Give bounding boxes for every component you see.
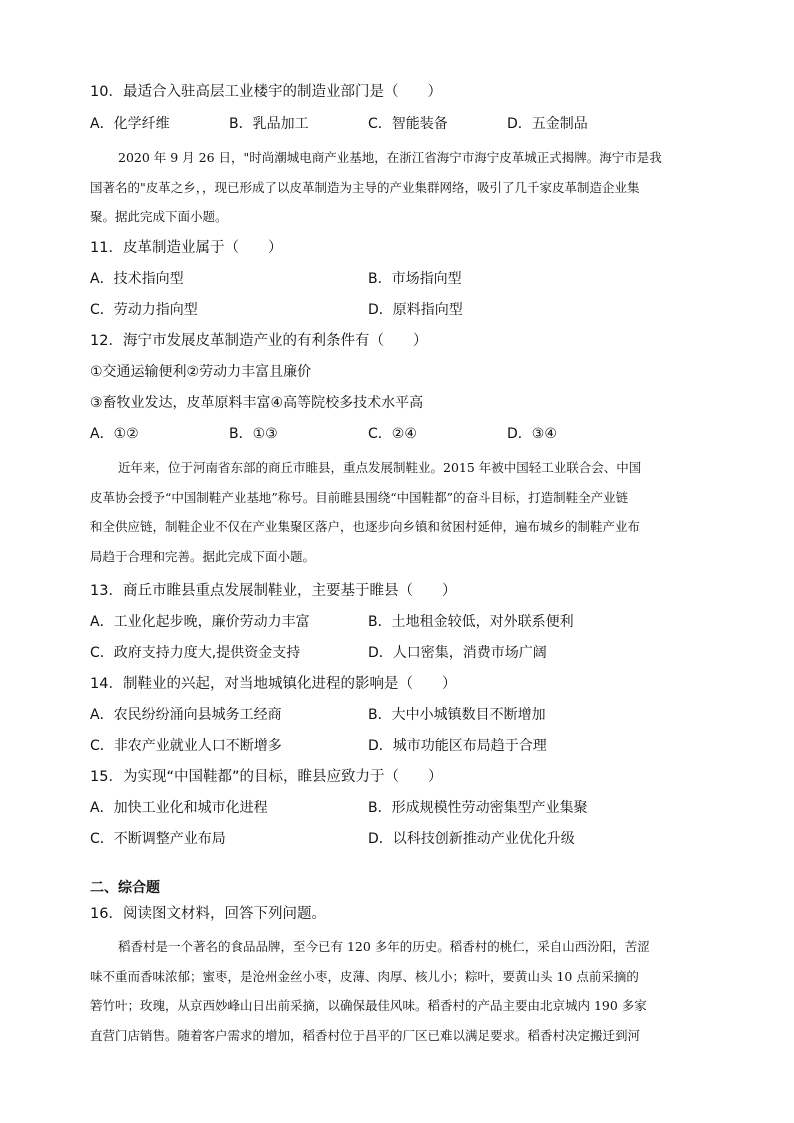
q15-option-d: D．以科技创新推动产业优化升级: [368, 831, 575, 847]
q11-option-d: D．原料指向型: [368, 302, 463, 318]
passage-2-line: 和全供应链，制鞋企业不仅在产业集聚区落户，也逐步向乡镇和贫困村延伸，遍布城乡的制鞋产业布: [90, 519, 641, 534]
q12-stem: 12．海宁市发展皮革制造产业的有利条件有（ ）: [90, 333, 428, 349]
q11-stem: 11．皮革制造业属于（ ）: [90, 240, 283, 256]
q15-stem: 15．为实现“中国鞋都”的目标，睢县应致力于（ ）: [90, 769, 443, 785]
q12-conditions-2: ③畜牧业发达，皮革原料丰富④高等院校多技术水平高: [90, 395, 424, 411]
q12-option-a: A．①②: [90, 426, 139, 442]
q14-option-d: D．城市功能区布局趋于合理: [368, 738, 547, 754]
passage-3-line: 直营门店销售。随着客户需求的增加，稻香村位于昌平的厂区已难以满足要求。稻香村决定搬迁到河: [90, 1027, 641, 1043]
q10-option-a: A．化学纤维: [90, 116, 170, 132]
section-title: 二、综合题: [90, 880, 160, 896]
q11-option-b: B．市场指向型: [368, 271, 462, 287]
passage-1: [90, 143, 716, 232]
q14-option-b: B．大中小城镇数目不断增加: [368, 707, 546, 723]
q14-option-a: A．农民纷纷涌向县城务工经商: [90, 707, 282, 723]
q11-option-c: C．劳动力指向型: [90, 302, 198, 318]
passage-3-line: 味不重而香味浓郁；蜜枣，是沧州金丝小枣，皮薄、肉厚、核儿小；粽叶，要黄山头 10 点前采摘的: [90, 968, 639, 984]
q13-option-c: C．政府支持力度大,提供资金支持: [90, 645, 301, 661]
passage-3-line: 稻香村是一个著名的食品品牌，至今已有 120 多年的历史。稻香村的桃仁，采自山西汾阳，苦涩: [118, 939, 650, 954]
passage-3: [90, 932, 716, 1050]
q10-option-b: B．乳品加工: [229, 116, 309, 132]
q13-option-d: D．人口密集，消费市场广阔: [368, 645, 547, 661]
q13-option-a: A．工业化起步晚，廉价劳动力丰富: [90, 614, 310, 630]
q15-option-c: C．不断调整产业布局: [90, 831, 226, 847]
passage-1-line: 国著名的"皮革之乡，，现已形成了以皮革制造为主导的产业集群网络，吸引了几千家皮革制造企业集: [90, 179, 640, 195]
passage-2-line: 局趋于合理和完善。据此完成下面小题。: [90, 548, 316, 564]
q14-stem: 14．制鞋业的兴起，对当地城镇化进程的影响是（ ）: [90, 676, 457, 692]
q10-stem: 10．最适合入驻高层工业楼宇的制造业部门是（ ）: [90, 84, 442, 100]
q12-option-b: B．①③: [229, 426, 278, 442]
q12-option-c: C．②④: [368, 426, 417, 442]
passage-1-line: 聚。据此完成下面小题。: [90, 209, 228, 224]
q12-conditions-1: ①交通运输便利②劳动力丰富且廉价: [90, 364, 312, 380]
passage-1-line: 2020 年 9 月 26 日，"时尚潮城电商产业基地，在浙江省海宁市海宁皮革城正式揭牌。海宁市是我: [118, 150, 662, 165]
q15-option-a: A．加快工业化和城市化进程: [90, 800, 268, 816]
q15-option-b: B．形成规模性劳动密集型产业集聚: [368, 800, 588, 816]
passage-2: [90, 453, 716, 571]
q11-option-a: A．技术指向型: [90, 271, 184, 287]
q13-option-b: B．土地租金较低，对外联系便利: [368, 614, 574, 630]
passage-2-line: 皮革协会授予“中国制鞋产业基地”称号。目前睢县围绕“中国鞋都”的奋斗目标，打造制鞋全产业链: [90, 489, 629, 505]
q13-stem: 13．商丘市睢县重点发展制鞋业，主要基于睢县（ ）: [90, 583, 457, 599]
passage-2-line: 近年来，位于河南省东部的商丘市睢县，重点发展制鞋业。2015 年被中国轻工业联合会、中国: [118, 460, 642, 475]
q16-stem: 16．阅读图文材料，回答下列问题。: [90, 906, 326, 922]
q14-option-c: C．非农产业就业人口不断增多: [90, 738, 282, 754]
q10-option-c: C．智能装备: [368, 116, 448, 132]
q12-option-d: D．③④: [507, 426, 557, 442]
passage-3-line: 箬竹叶；玫瑰，从京西妙峰山日出前采摘，以确保最佳风味。稻香村的产品主要由北京城内 190 多家: [90, 998, 647, 1013]
q10-option-d: D．五金制品: [507, 116, 588, 132]
